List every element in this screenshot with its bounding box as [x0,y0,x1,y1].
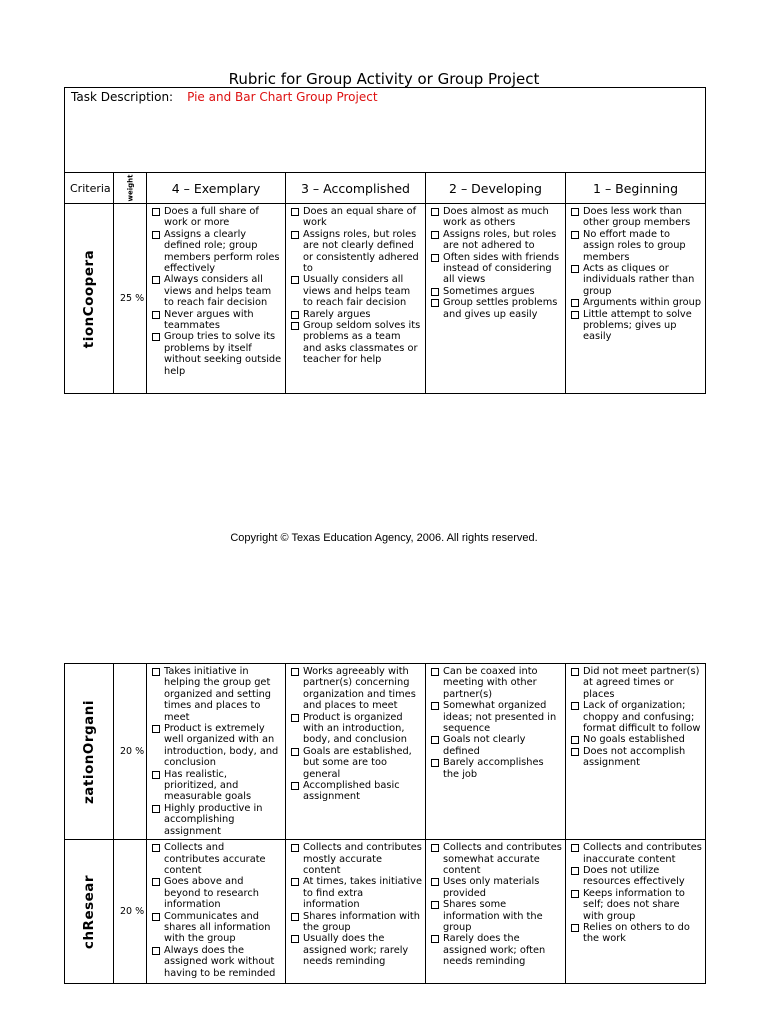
checkbox-icon [431,878,439,886]
criterion-item [291,911,422,934]
criterion-item [291,933,422,967]
criterion-item-text: Goals are established, but some are too general [303,745,412,780]
checkbox-icon [571,736,579,744]
checkbox-icon [431,299,439,307]
criterion-item [431,899,562,933]
checkbox-icon [291,208,299,216]
criterion-item-text: Sometimes argues [443,285,535,297]
criterion-item [431,286,562,297]
criterion-item [152,206,282,229]
criterion-item [431,757,562,780]
criterion-item-text: Lack of organization; choppy and confusing; format difficult to follow [583,700,701,735]
criterion-item [431,297,562,320]
criterion-item [571,865,702,888]
criterion-item-text: Collects and contributes mostly accurate content [303,842,422,876]
rubric-cell [286,664,426,840]
checkbox-icon [291,231,299,239]
criterion-item-text: Collects and contributes inaccurate content [583,842,702,865]
criterion-item-text: Takes initiative in helping the group get organized and setting times and places to meet [164,666,272,723]
criterion-item [571,888,702,922]
criterion-item-text: No goals established [583,734,685,746]
criterion-item [571,842,702,865]
checkbox-icon [152,333,160,341]
criterion-item [152,945,282,979]
checkbox-icon [571,311,579,319]
criterion-item [291,712,422,746]
checkbox-icon [291,913,299,921]
checkbox-icon [431,668,439,676]
criterion-item-text: Does less work than other group members [583,206,691,229]
checkbox-icon [152,947,160,955]
criterion-item-text: Relies on others to do the work [583,921,690,945]
page-title: Rubric for Group Activity or Group Project [228,70,540,88]
criterion-item-text: Always does the assigned work without having to be reminded [164,944,276,979]
checkbox-icon [152,668,160,676]
task-description-cell [65,88,706,173]
criterion-item [152,331,282,377]
criterion-item [431,734,562,757]
criterion-item [431,876,562,899]
criterion-item-text: Barely accomplishes the job [443,757,544,780]
criterion-item-text: At times, takes initiative to find extra information [303,876,422,911]
rubric-cell [147,204,286,394]
rubric-cell [426,840,566,984]
checkbox-icon [152,844,160,852]
rubric-cell [286,840,426,984]
criterion-item [291,666,422,712]
criterion-item [571,229,702,263]
checkbox-icon [571,867,579,875]
criterion-item-text: Group settles problems and gives up easily [443,297,558,320]
checkbox-icon [291,935,299,943]
rubric-row [65,664,706,840]
criterion-item-text: Usually does the assigned work; rarely needs reminding [303,933,409,968]
criterion-item-text: Goes above and beyond to research information [164,876,259,911]
criterion-item-text: Does an equal share of work [303,206,417,229]
checkbox-icon [571,844,579,852]
criterion-item-text: Little attempt to solve problems; gives up easily [583,308,692,343]
checkbox-icon [291,276,299,284]
criterion-item-text: Can be coaxed into meeting with other partner(s) [443,666,538,700]
criterion-item [291,206,422,229]
criterion-item [291,229,422,275]
task-description-value: Pie and Bar Chart Group Project [187,90,378,104]
criterion-item [291,320,422,366]
criterion-item-text: Group tries to solve its problems by itself without seeking outside help [164,331,282,377]
rubric-row [65,204,706,394]
weight-header: weight [114,173,147,204]
checkbox-icon [571,748,579,756]
criterion-item-text: Arguments within group [583,297,702,309]
criterion-item-text: Collects and contributes somewhat accurate content [443,842,562,876]
checkbox-icon [152,878,160,886]
criterion-item [152,876,282,910]
checkbox-icon [431,935,439,943]
criterion-item [571,309,702,343]
criterion-item [431,933,562,967]
checkbox-icon [152,725,160,733]
checkbox-icon [152,208,160,216]
checkbox-icon [152,231,160,239]
criterion-item [152,666,282,723]
criterion-name: chResear [65,840,114,984]
criterion-item-text: Group seldom solves its problems as a team and asks classmates or teacher for help [303,320,421,366]
criterion-item [291,876,422,910]
criterion-item-text: Always considers all views and helps team to reach fair decision [164,274,272,309]
checkbox-icon [431,231,439,239]
criterion-item-text: Shares information with the group [303,910,420,933]
criterion-item [571,700,702,734]
checkbox-icon [431,208,439,216]
criterion-item [571,922,702,945]
criterion-item-text: Collects and contributes accurate content [164,842,266,876]
checkbox-icon [291,311,299,319]
checkbox-icon [431,759,439,767]
checkbox-icon [571,924,579,932]
checkbox-icon [431,844,439,852]
criterion-item-text: Keeps information to self; does not share with group [583,887,685,922]
checkbox-icon [571,668,579,676]
criterion-item [571,297,702,308]
checkbox-icon [431,702,439,710]
criterion-item [571,666,702,700]
criterion-item-text: Shares some information with the group [443,899,543,933]
criterion-item-text: Assigns a clearly defined role; group members perform roles effectively [164,228,280,275]
criterion-item [152,803,282,837]
criterion-item-text: Rarely does the assigned work; often needs reminding [443,933,546,968]
criterion-item [571,206,702,229]
rubric-cell [286,204,426,394]
criterion-item [431,229,562,252]
criterion-item-text: Does not utilize resources effectively [583,864,685,888]
rubric-cell [147,664,286,840]
criterion-weight: 20 % [114,664,147,840]
criterion-item-text: Accomplished basic assignment [303,780,400,803]
criterion-item [571,734,702,745]
rubric-row [65,840,706,984]
checkbox-icon [431,254,439,262]
checkbox-icon [152,913,160,921]
criterion-item-text: Communicates and shares all information with the group [164,910,271,945]
checkbox-icon [291,844,299,852]
criterion-item [152,229,282,275]
criterion-item [152,309,282,332]
checkbox-icon [152,805,160,813]
criterion-item [431,700,562,734]
criterion-item-text: No effort made to assign roles to group members [583,228,686,263]
checkbox-icon [431,288,439,296]
rubric-cell [147,840,286,984]
checkbox-icon [291,878,299,886]
rubric-cell [566,840,706,984]
criterion-weight: 25 % [114,204,147,394]
criterion-item [152,274,282,308]
level-header-1: 1 – Beginning [566,173,706,204]
criterion-item-text: Does not accomplish assignment [583,745,686,769]
criterion-item [152,769,282,803]
criterion-item-text: Highly productive in accomplishing assignment [164,802,263,837]
criterion-item [431,252,562,286]
rubric-cell [426,204,566,394]
criterion-item-text: Did not meet partner(s) at agreed times or places [583,666,700,700]
header-row [65,173,706,204]
criterion-item-text: Assigns roles, but roles are not adhered to [443,228,557,252]
checkbox-icon [291,668,299,676]
checkbox-icon [571,208,579,216]
level-header-2: 2 – Developing [426,173,566,204]
criterion-name: zationOrgani [65,664,114,840]
criterion-item [571,263,702,297]
criterion-item-text: Goals not clearly defined [443,734,526,757]
criterion-item [291,274,422,308]
rubric-table-page-1 [64,87,706,394]
criterion-item [291,842,422,876]
task-description-label: Task Description: [71,90,174,104]
criterion-item [291,746,422,780]
rubric-cell [426,664,566,840]
checkbox-icon [571,265,579,273]
checkbox-icon [431,736,439,744]
criterion-item [431,842,562,876]
criterion-item [152,911,282,945]
rubric-table-page-2 [64,663,706,984]
criterion-weight: 20 % [114,840,147,984]
criterion-item [571,746,702,769]
criterion-item-text: Usually considers all views and helps team to reach fair decision [303,274,411,309]
criterion-item-text: Does almost as much work as others [443,206,549,229]
checkbox-icon [291,714,299,722]
copyright-notice: Copyright © Texas Education Agency, 2006. All rights reserved. [230,532,538,544]
criteria-header: Criteria [65,173,114,204]
rubric-cell [566,664,706,840]
criterion-item [291,309,422,320]
criterion-item [152,842,282,876]
level-header-4: 4 – Exemplary [147,173,286,204]
criterion-item-text: Uses only materials provided [443,876,540,899]
checkbox-icon [571,231,579,239]
criterion-item-text: Has realistic, prioritized, and measurable goals [164,768,252,803]
checkbox-icon [431,901,439,909]
criterion-item [431,666,562,700]
level-header-3: 3 – Accomplished [286,173,426,204]
checkbox-icon [152,311,160,319]
criterion-item-text: Rarely argues [303,308,371,320]
rubric-cell [566,204,706,394]
criterion-item-text: Often sides with friends instead of considering all views [443,251,560,286]
checkbox-icon [152,771,160,779]
checkbox-icon [291,782,299,790]
checkbox-icon [571,299,579,307]
criterion-item-text: Product is organized with an introduction, body, and conclusion [303,711,407,746]
criterion-item-text: Somewhat organized ideas; not presented in sequence [443,700,557,735]
criterion-name: tionCoopera [65,204,114,394]
criterion-item-text: Assigns roles, but roles are not clearly defined or consistently adhered to [303,228,419,275]
criterion-item [431,206,562,229]
criterion-item [291,780,422,803]
criterion-item-text: Product is extremely well organized with an introduction, body, and conclusion [164,723,279,769]
criterion-item-text: Does a full share of work or more [164,206,259,229]
checkbox-icon [291,322,299,330]
checkbox-icon [291,748,299,756]
criterion-item-text: Works agreeably with partner(s) concerning organization and times and places to meet [303,666,416,712]
criterion-item-text: Never argues with teammates [164,308,254,332]
checkbox-icon [152,276,160,284]
criterion-item-text: Acts as cliques or individuals rather than group [583,263,695,297]
checkbox-icon [571,702,579,710]
criterion-item [152,723,282,769]
checkbox-icon [571,890,579,898]
